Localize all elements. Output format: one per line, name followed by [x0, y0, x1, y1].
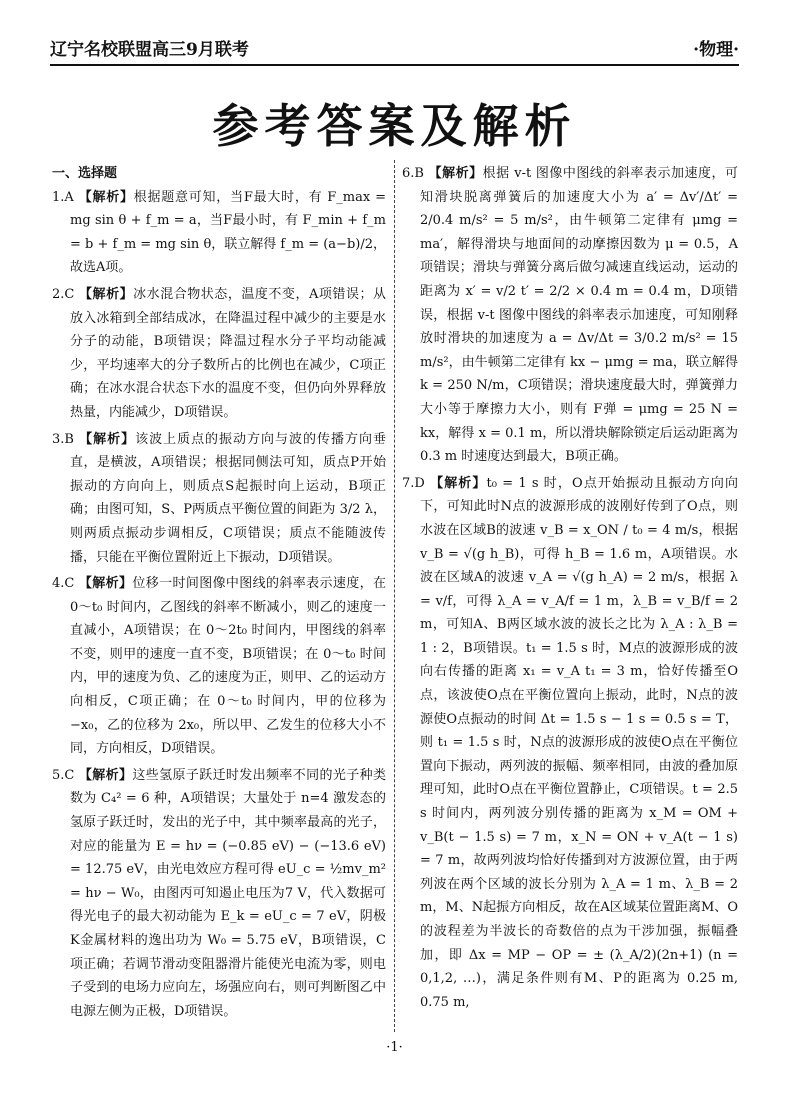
- answer-item-2: [52, 283, 386, 425]
- answer-number: 6.B: [402, 166, 424, 181]
- answer-item-5: [52, 764, 386, 1024]
- answer-number: 4.C: [52, 576, 75, 592]
- analysis-tag: 【解析】: [78, 576, 133, 592]
- analysis-tag: 【解析】: [79, 286, 134, 302]
- exam-name: 辽宁名校联盟高三9月联考: [50, 40, 249, 60]
- page-title: 参考答案及解析: [212, 99, 577, 153]
- answer-item-3: [52, 428, 386, 570]
- answer-text: 冰水混合物状态，温度不变，A项错误；从放入冰箱到全部结成冰，在降温过程中减少的主要是水分子的动能，B项错误；降温过程水分子平均动能减少，平均速率大的分子数所占的比例也在减少，C项正确；在冰水混合状态下水的温度不变，但仍向外界释放热量，内能减少，D项错误。: [70, 286, 386, 420]
- answer-text: 位移一时间图像中图线的斜率表示速度，在 0～t₀ 时间内，乙图线的斜率不断减小，则乙的速度一直减小，A项错误；在 0～2t₀ 时间内，甲图线的斜率不变，则甲的速度一直不变，B项错误；在 0～t₀ 时间内，甲的速度为负、乙的速度为正，则甲、乙的运动方向相反，C项正确；在 0～t₀ 时间内，甲的位移为 −x₀，乙的位移为 2x₀，所以甲、乙发生的位移大小不同，方向相反，D项错误。: [70, 576, 386, 757]
- answer-item-6: [402, 162, 738, 469]
- analysis-tag: 【解析】: [79, 431, 136, 447]
- subject-label: ·物理·: [693, 40, 739, 60]
- analysis-tag: 【解析】: [428, 166, 483, 181]
- page-header: [50, 38, 739, 66]
- column-divider: [394, 160, 396, 1032]
- answer-text: 根据 v-t 图像中图线的斜率表示加速度，可知滑块脱离弹簧后的加速度大小为 a′ = Δv′/Δt′ = 2/0.4 m/s² = 5 m/s²，由牛顿第二定律有 μmg = ma′，解得滑块与地面间的动摩擦因数为 μ = 0.5，A项错误；滑块与弹簧分离后做匀减速直线运动，运动的距离为 x′ = v/2 t′ = 2/2 × 0.4 m = 0.4 m，D项错误，根据 v-t 图像中图线的斜率表示加速度，可知刚释放时滑块的加速度为 a = Δv/Δt = 3/0.2 m/s² = 15 m/s²，由牛顿第二定律有 kx − μmg = ma，联立解得 k = 250 N/m，C项错误；滑块速度最大时，弹簧弹力大小等于摩擦力大小，则有 F弹 = μmg = 25 N = kx，解得 x = 0.1 m，所以滑块解除锁定后运动距离为 0.3 m 时速度达到最大，B项正确。: [420, 166, 738, 465]
- analysis-tag: 【解析】: [78, 767, 133, 783]
- answer-text: 这些氢原子跃迁时发出频率不同的光子种类数为 C₄² = 6 种，A项错误；大量处于 n=4 激发态的氢原子跃迁时，发出的光子中，其中频率最高的光子，对应的能量为 E = hν = (−0.85 eV) − (−13.6 eV) = 12.75 eV，由光电效应方程可得 eU_c = ½mv_m² = hν − W₀，由图丙可知遏止电压为7 V，代入数据可得光电子的最大初动能为 E_k = eU_c = 7 eV，阴极K金属材料的逸出功为 W₀ = 5.75 eV，B项错误，C项正确；若调节滑动变阻器滑片能使光电流为零，则电子受到的电场力应向左，场强应向右，则可判断图乙中电源左侧为正极，D项错误。: [70, 767, 386, 1019]
- analysis-tag: 【解析】: [430, 475, 487, 491]
- answer-item-7: [402, 472, 738, 1015]
- answer-item-4: [52, 572, 386, 761]
- answer-text: 该波上质点的振动方向与波的传播方向垂直，是横波，A项错误；根据同侧法可知，质点P开始振动的方向向上，则质点S起振时向上运动，B项正确；由图可知，S、P两质点平衡位置的间距为 3/2 λ，则两质点振动步调相反，C项错误；质点不能随波传播，只能在平衡位置附近上下振动，D项错误。: [70, 431, 386, 565]
- answer-text: 根据题意可知，当F最大时，有 F_max = mg sin θ + f_m = a，当F最小时，有 F_min + f_m = b + f_m = mg sin θ，联立解得 f_m = (a−b)/2，故选A项。: [70, 189, 386, 276]
- analysis-tag: 【解析】: [78, 189, 134, 205]
- section-heading: 一、选择题: [52, 166, 118, 181]
- right-column: [402, 162, 738, 1017]
- answer-text: t₀ = 1 s 时，O点开始振动且振动方向向下，可知此时N点的波源形成的波刚好传到了O点，则水波在区域B的波速 v_B = x_ON / t₀ = 4 m/s，根据 v_B = √(g h_B)，可得 h_B = 1.6 m，A项错误。水波在区域A的波速 v_A = √(g h_A) = 2 m/s，根据 λ = v/f，可得 λ_A = v_A/f = 1 m，λ_B = v_B/f = 2 m，可知A、B两区域水波的波长之比为 λ_A : λ_B = 1 : 2，B项错误。t₁ = 1.5 s 时，M点的波源形成的波向右传播的距离 x₁ = v_A t₁ = 3 m，恰好传播至O点，该波使O点在平衡位置向上振动，此时，N点的波源使O点振动的时间 Δt = 1.5 s − 1 s = 0.5 s = T，则 t₁ = 1.5 s 时，N点的波源形成的波使O点在平衡位置向下振动，两列波的振幅、频率相同，由波的叠加原理可知，此时O点在平衡位置静止，C项错误。t = 2.5 s 时间内，两列波分别传播的距离为 x_M = OM + v_B(t − 1.5 s) = 7 m，x_N = ON + v_A(t − 1 s) = 7 m，故两列波均恰好传播到对方波源位置，由于两列波在两个区域的波长分别为 λ_A = 1 m、λ_B = 2 m，M、N起振方向相反，故在A区域某位置距离M、O的波程差为半波长的奇数倍的点为干涉加强，振幅叠加，即 Δx = MP − OP = ± (λ_A/2)(2n+1) (n = 0,1,2, …)，满足条件则有M、P的距离为 0.25 m, 0.75 m,: [420, 475, 738, 1010]
- answer-number: 3.B: [52, 431, 74, 447]
- answer-item-1: [52, 186, 386, 280]
- answer-number: 1.A: [52, 189, 74, 205]
- answer-number: 5.C: [52, 767, 75, 783]
- page-number: ·1·: [386, 1040, 403, 1055]
- answer-number: 7.D: [402, 475, 425, 491]
- left-column: [52, 162, 386, 1026]
- answer-number: 2.C: [52, 286, 75, 302]
